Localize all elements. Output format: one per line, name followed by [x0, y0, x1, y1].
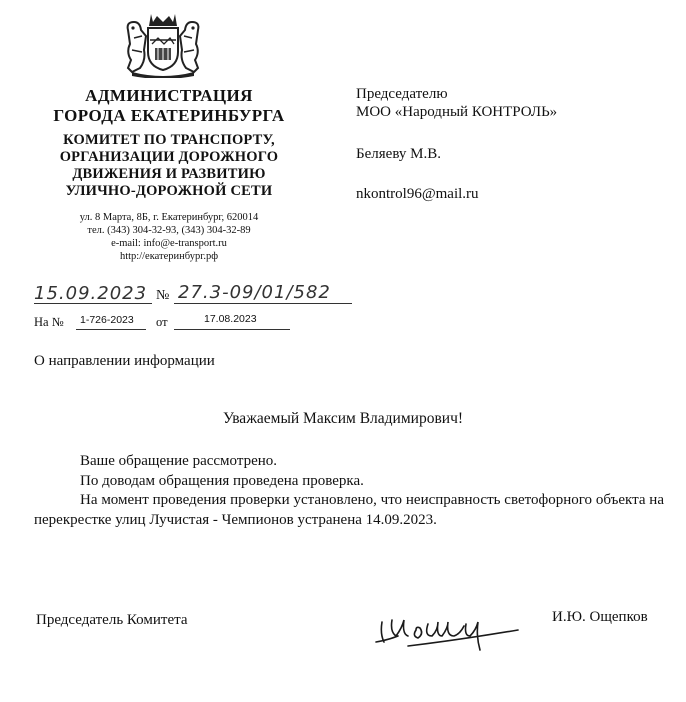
reference-from-label: от	[156, 315, 168, 329]
outgoing-number-label: №	[156, 288, 170, 303]
body-paragraph-3: На момент проведения проверки установлено, что неисправность светофорного объекта на перекрестке улиц Лучистая - Чемпионов устранена 14.09.2023.	[34, 492, 664, 528]
letter-body	[34, 452, 664, 530]
committee-name-line-2: ОРГАНИЗАЦИИ ДОРОЖНОГО	[59, 149, 279, 165]
outgoing-number-handwritten: 27.3-09/01/582	[178, 282, 331, 303]
reference-number-underline	[76, 329, 146, 330]
org-website: http://екатеринбург.рф	[119, 251, 219, 262]
coat-of-arms-emblem	[122, 10, 204, 78]
reference-number: 1-726-2023	[80, 314, 134, 326]
org-phone: тел. (343) 304-32-93, (343) 304-32-89	[87, 225, 251, 236]
committee-name-line-4: УЛИЧНО-ДОРОЖНОЙ СЕТИ	[65, 183, 273, 199]
reference-date-underline	[174, 329, 290, 330]
committee-name-line-3: ДВИЖЕНИЯ И РАЗВИТИЮ	[72, 166, 266, 182]
signatory-name: И.Ю. Ощепков	[552, 609, 648, 625]
addressee-position: Председателю	[356, 86, 448, 102]
handwritten-signature	[368, 606, 528, 652]
org-email: e-mail: info@e-transport.ru	[111, 238, 227, 249]
committee-name-line-1: КОМИТЕТ ПО ТРАНСПОРТУ,	[63, 132, 275, 148]
reference-date: 17.08.2023	[204, 313, 257, 325]
addressee-organization: МОО «Народный КОНТРОЛЬ»	[356, 104, 558, 120]
salutation: Уважаемый Максим Владимирович!	[222, 410, 464, 427]
org-name-line-1: АДМИНИСТРАЦИЯ	[85, 86, 253, 105]
body-paragraph-2: По доводам обращения проведена проверка.	[80, 472, 364, 489]
body-paragraph-1: Ваше обращение рассмотрено.	[80, 453, 278, 469]
addressee-name: Беляеву М.В.	[356, 146, 441, 162]
reference-label: На №	[34, 315, 64, 329]
letter-subject: О направлении информации	[34, 353, 215, 369]
addressee-email: nkontrol96@mail.ru	[356, 186, 479, 202]
outgoing-date-handwritten: 15.09.2023	[34, 283, 148, 304]
outgoing-number-underline	[174, 303, 352, 304]
org-address: ул. 8 Марта, 8Б, г. Екатеринбург, 620014	[79, 212, 259, 223]
org-name-line-2: ГОРОДА ЕКАТЕРИНБУРГА	[53, 106, 285, 125]
outgoing-date-underline	[34, 303, 152, 304]
signatory-position: Председатель Комитета	[36, 612, 188, 628]
